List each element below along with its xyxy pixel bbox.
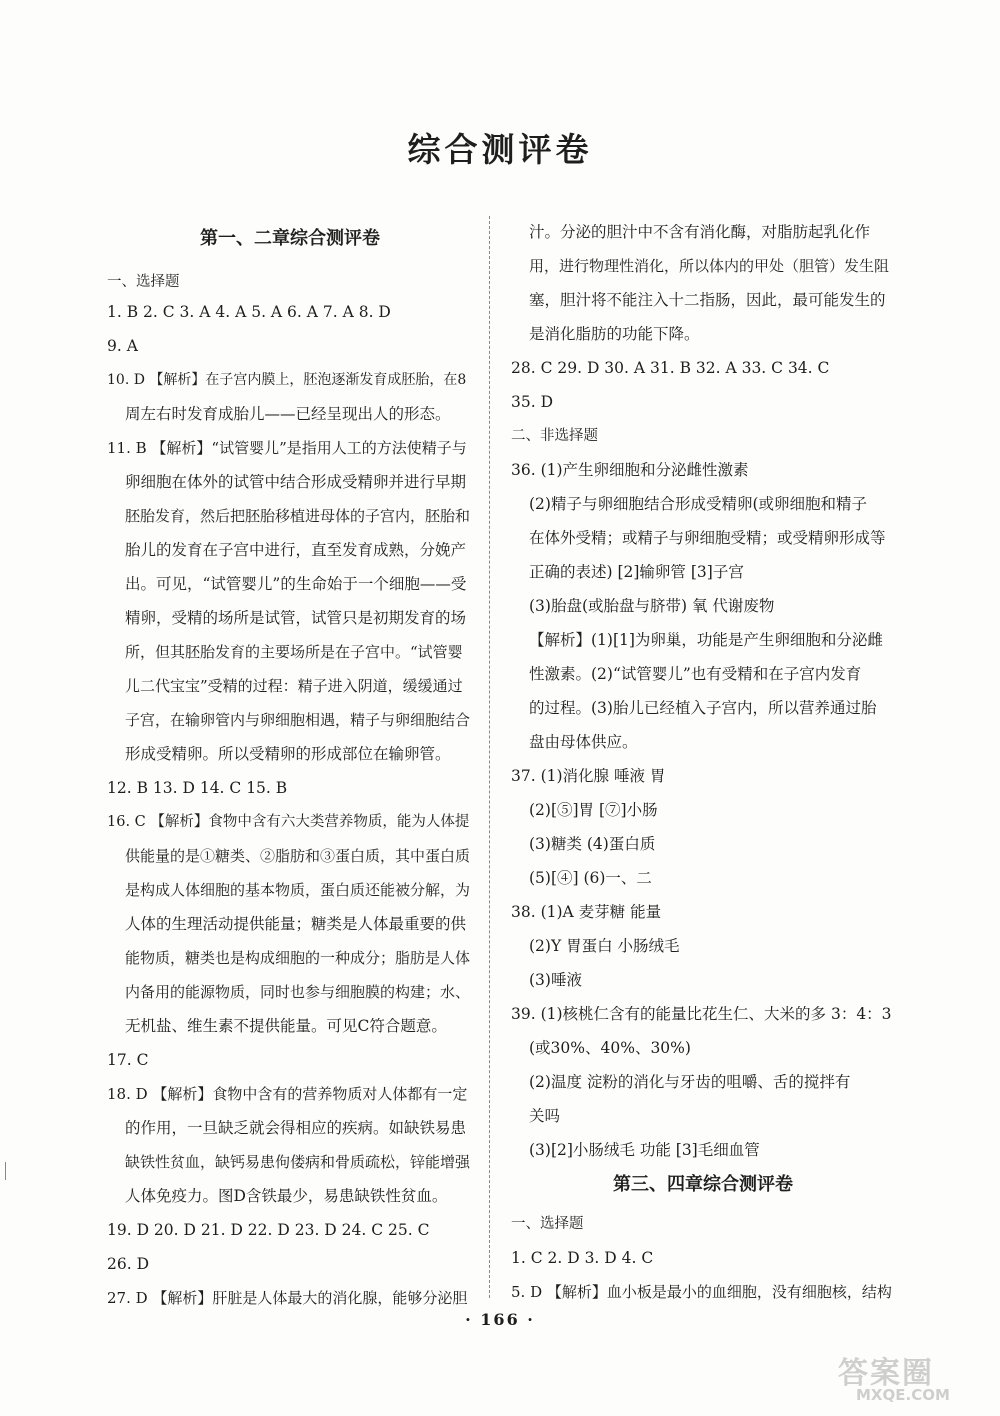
answer-line: (2)[⑤]胃 [⑦]小肠 (529, 801, 658, 819)
answer-line: 缺铁性贫血，缺钙易患佝偻病和骨质疏松，锌能增强 (125, 1153, 471, 1171)
answer-line: 子宫，在输卵管内与卵细胞相遇，精子与卵细胞结合 (125, 711, 471, 729)
watermark-url: MXQE.COM (856, 1386, 950, 1404)
answer-line: 39. (1)核桃仁含有的能量比花生仁、大米的多 3：4：3 (511, 1005, 892, 1023)
answer-line: 用，进行物理性消化，所以体内的甲处（胆管）发生阻 (529, 257, 890, 275)
answer-line: 36. (1)产生卵细胞和分泌雌性激素 (511, 461, 749, 479)
answer-line: 5. D 【解析】血小板是最小的血细胞，没有细胞核，结构 (511, 1283, 892, 1301)
answer-line: (2)温度 淀粉的消化与牙齿的咀嚼、舌的搅拌有 (529, 1073, 851, 1091)
column-divider (489, 216, 490, 1298)
answer-line: 能物质，糖类也是构成细胞的一种成分；脂肪是人体 (125, 949, 471, 967)
answer-line: 人体免疫力。图D含铁最少，易患缺铁性贫血。 (125, 1187, 448, 1205)
answer-line: 1. C 2. D 3. D 4. C (511, 1249, 654, 1267)
answer-line: 16. C 【解析】食物中含有六大类营养物质，能为人体提 (107, 814, 470, 830)
answer-line: 性激素。(2)“试管婴儿”也有受精和在子宫内发育 (529, 665, 862, 683)
page-number: · 166 · (465, 1310, 535, 1329)
answer-line: 38. (1)A 麦芽糖 能量 (511, 903, 662, 921)
watermark-text: 答案圈 (838, 1356, 934, 1391)
section-label: 一、选择题 (511, 1216, 584, 1232)
answer-line: (3)唾液 (529, 971, 582, 989)
answer-line: 1. B 2. C 3. A 4. A 5. A 6. A 7. A 8. D (107, 303, 391, 321)
answer-line: 内备用的能源物质，同时也参与细胞膜的构建；水、 (125, 983, 471, 1001)
answer-line: 精卵，受精的场所是试管，试管只是初期发育的场 (125, 609, 467, 627)
answer-line: 人体的生理活动提供能量；糖类是人体最重要的供 (125, 915, 467, 933)
answer-line: 胚胎发育，然后把胚胎移植进母体的子宫内，胚胎和 (125, 507, 471, 525)
answer-line: 供能量的是①糖类、②脂肪和③蛋白质，其中蛋白质 (125, 847, 471, 865)
answer-line: 是消化脂肪的功能下降。 (529, 325, 700, 343)
answer-line: 所，但其胚胎发育的主要场所是在子宫中。“试管婴 (125, 643, 463, 661)
section-label: 二、非选择题 (511, 428, 598, 444)
answer-line: 17. C (107, 1051, 149, 1069)
answer-line: 35. D (511, 393, 554, 411)
answer-line: 出。可见，“试管婴儿”的生命始于一个细胞——受 (125, 575, 467, 593)
answer-line: 形成受精卵。所以受精卵的形成部位在输卵管。 (125, 745, 451, 763)
section-heading: 第一、二章综合测评卷 (200, 228, 380, 249)
section-label: 一、选择题 (107, 274, 180, 290)
answer-line: 正确的表述) [2]输卵管 [3]子宫 (529, 563, 744, 581)
answer-line: (5)[④] (6)一、二 (529, 869, 652, 887)
answer-line: 37. (1)消化腺 唾液 胃 (511, 767, 666, 785)
answer-line: 胎儿的发育在子宫中进行，直至发育成熟，分娩产 (125, 541, 467, 559)
answer-line: 的作用，一旦缺乏就会得相应的疾病。如缺铁易患 (125, 1119, 467, 1137)
answer-line: 28. C 29. D 30. A 31. B 32. A 33. C 34. C (511, 359, 830, 377)
page-title: 综合测评卷 (407, 130, 593, 169)
answer-line: 盘由母体供应。 (529, 733, 638, 751)
watermark-logo (838, 1348, 988, 1404)
answer-line: (2)精子与卵细胞结合形成受精卵(或卵细胞和精子 (529, 495, 868, 513)
answer-line: 26. D (107, 1255, 150, 1273)
answer-line: 19. D 20. D 21. D 22. D 23. D 24. C 25. C (107, 1221, 430, 1239)
answer-line: 12. B 13. D 14. C 15. B (107, 779, 288, 797)
answer-line: 无机盐、维生素不提供能量。可见C符合题意。 (125, 1017, 447, 1035)
answer-line: 卵细胞在体外的试管中结合形成受精卵并进行早期 (125, 473, 467, 491)
answer-line: 27. D 【解析】肝脏是人体最大的消化腺，能够分泌胆 (107, 1289, 468, 1307)
answer-line: 的过程。(3)胎儿已经植入子宫内，所以营养通过胎 (529, 699, 877, 717)
answer-line: (3)胎盘(或胎盘与脐带) 氧 代谢废物 (529, 597, 775, 615)
answer-line: 儿二代宝宝”受精的过程：精子进入阴道，缓缓通过 (125, 677, 463, 695)
answer-line: 关吗 (529, 1107, 561, 1125)
answer-line: (或30%、40%、30%) (529, 1039, 691, 1057)
answer-line: 11. B 【解析】“试管婴儿”是指用人工的方法使精子与 (107, 439, 467, 457)
section-heading: 第三、四章综合测评卷 (613, 1174, 793, 1195)
answer-line: (2)Y 胃蛋白 小肠绒毛 (529, 937, 680, 955)
answer-line: 周左右时发育成胎儿——已经呈现出人的形态。 (125, 405, 451, 423)
answer-line: (3)糖类 (4)蛋白质 (529, 835, 656, 853)
margin-mark (5, 1162, 6, 1180)
answer-line: (3)[2]小肠绒毛 功能 [3]毛细血管 (529, 1141, 760, 1159)
answer-line: 18. D 【解析】食物中含有的营养物质对人体都有一定 (107, 1085, 468, 1103)
answer-line: 9. A (107, 337, 138, 355)
answer-line: 在体外受精；或精子与卵细胞受精；或受精卵形成等 (529, 529, 886, 547)
answer-line: 【解析】(1)[1]为卵巢，功能是产生卵细胞和分泌雌 (529, 631, 883, 649)
answer-line: 塞，胆汁将不能注入十二指肠，因此，最可能发生的 (529, 291, 886, 309)
answer-line: 是构成人体细胞的基本物质，蛋白质还能被分解，为 (125, 881, 471, 899)
answer-line: 10. D 【解析】在子宫内膜上，胚泡逐渐发育成胚胎，在8 (107, 372, 467, 388)
answer-line: 汁。分泌的胆汁中不含有消化酶，对脂肪起乳化作 (529, 223, 871, 241)
